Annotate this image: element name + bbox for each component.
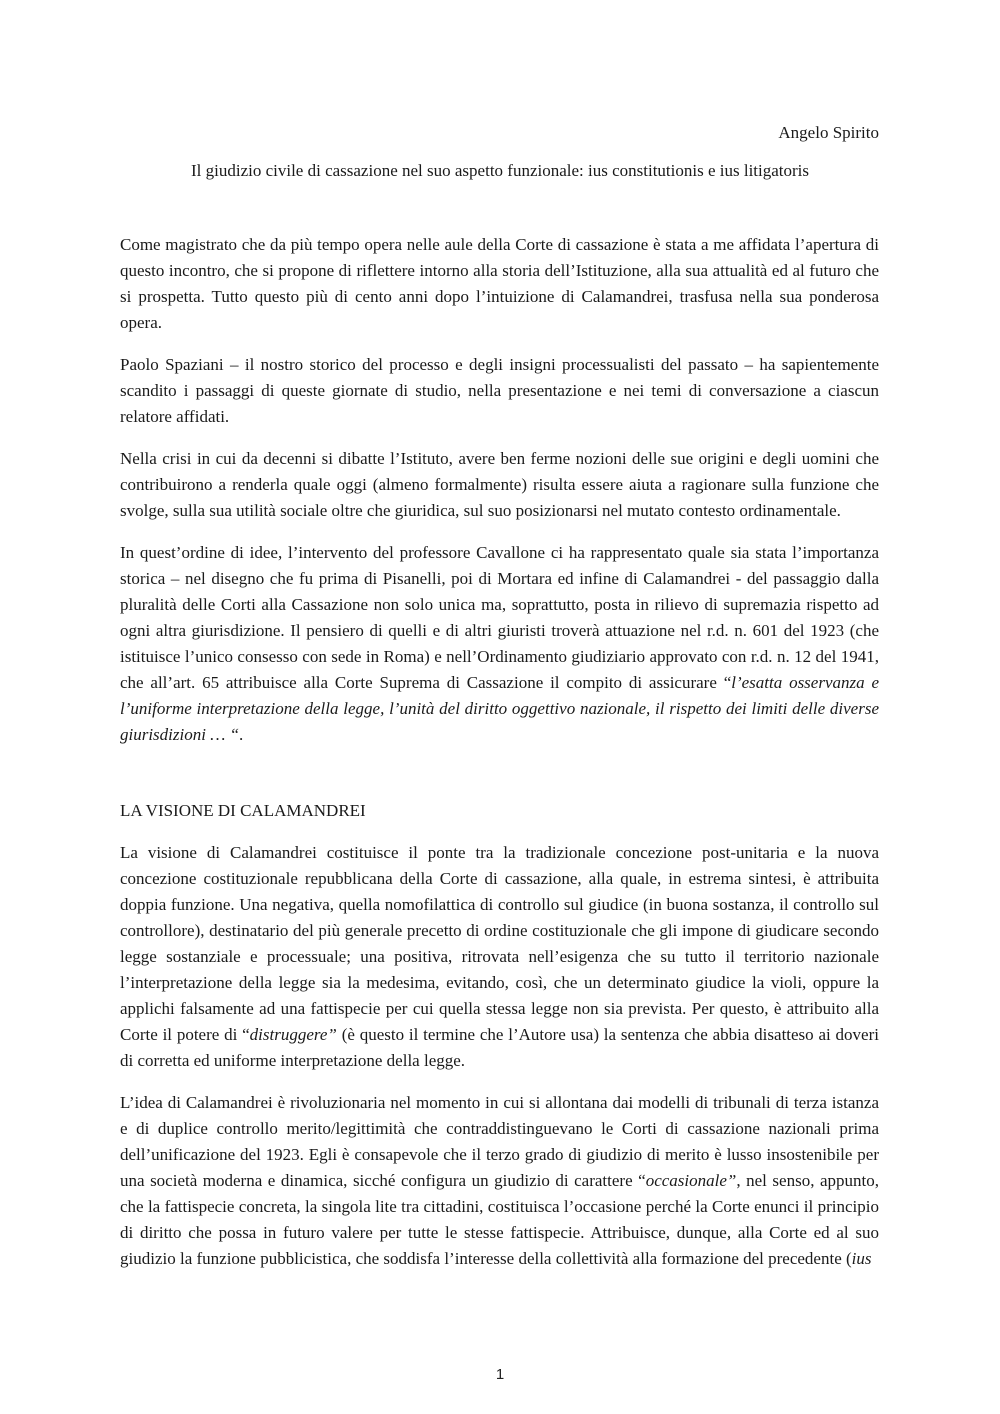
author-name: Angelo Spirito — [778, 123, 879, 142]
document-title: Il giudizio civile di cassazione nel suo aspetto funzionale: ius constitutionis e ius litigatoris — [190, 161, 810, 180]
paragraph-4 — [120, 540, 879, 748]
paragraph-6 — [120, 1090, 879, 1272]
section-heading: LA VISIONE DI CALAMANDREI — [120, 801, 366, 820]
paragraph-6-emphasis: occasionale” — [645, 1171, 737, 1190]
paragraph-2: Paolo Spaziani – il nostro storico del processo e degli insigni processualisti del passato – ha sapientemente scandito i passaggi di queste giornate di studio, nella presentazione e nei temi di conversazione a ciascun relatore affidati. — [120, 355, 879, 426]
paragraph-5-emphasis: distruggere” — [249, 1025, 337, 1044]
paragraph-3: Nella crisi in cui da decenni si dibatte l’Istituto, avere ben ferme nozioni delle sue origini e degli uomini che contribuirono a renderla quale oggi (almeno formalmente) risulta essere aiuta a ragionare sulla funzione che svolge, sulla sua utilità sociale oltre che giuridica, sul suo posizionarsi nel mutato contesto ordinamentale. — [120, 449, 879, 520]
paragraph-6-emphasis-end: ius — [851, 1249, 872, 1268]
paragraph-6-text-mid: , nel senso, appunto, che la fattispecie concreta, la singola lite tra cittadini, costituisca l’occasione perché la Corte enunci il principio di diritto che possa in futuro valere per tutte le stesse fattispecie. Attribuisce, dunque, alla Corte ed al suo giudizio la funzione pubblicistica, che soddisfa l’interesse della collettività alla formazione del precedente ( — [120, 1171, 879, 1268]
paragraph-4-text: In quest’ordine di idee, l’intervento del professore Cavallone ci ha rappresentato quale sia stata l’importanza storica – nel disegno che fu prima di Pisanelli, poi di Mortara ed infine di Calamandrei - del passaggio dalla pluralità delle Corti alla Cassazione non solo unica ma, soprattutto, posta in rilievo di supremazia rispetto ad ogni altra giurisdizione. Il pensiero di quelli e di altri giuristi troverà attuazione nel r.d. n. 601 del 1923 (che istituisce l’unico consesso con sede in Roma) e nell’Ordinamento giudiziario approvato con r.d. n. 12 del 1941, che all’art. 65 attribuisce alla Corte Suprema di Cassazione il compito di assicurare “ — [120, 543, 879, 692]
paragraph-4-end: . — [239, 725, 244, 744]
paragraph-6-text: L’idea di Calamandrei è rivoluzionaria nel momento in cui si allontana dai modelli di tribunali di terza istanza e di duplice controllo merito/legittimità che contraddistinguevano le Corti di cassazione nazionali prima dell’unificazione del 1923. Egli è consapevole che il terzo grado di giudizio di merito è lusso insostenibile per una società moderna e dinamica, sicché configura un giudizio di carattere “ — [120, 1093, 879, 1190]
paragraph-4-quote: l’esatta osservanza e l’uniforme interpretazione della legge, l’unità del diritto oggettivo nazionale, il rispetto dei limiti delle diverse giurisdizioni … “ — [120, 673, 879, 744]
paragraph-5-text-end: (è questo il termine che l’Autore usa) la sentenza che abbia disatteso ai doveri di corretta ed uniforme interpretazione della legge. — [120, 1025, 879, 1070]
paragraph-5 — [120, 840, 879, 1074]
page-number: 1 — [495, 1366, 505, 1383]
paragraph-5-text: La visione di Calamandrei costituisce il ponte tra la tradizionale concezione post-unitaria e la nuova concezione costituzionale repubblicana della Corte di cassazione, alla quale, in estrema sintesi, è attribuita doppia funzione. Una negativa, quella nomofilattica di controllo sul giudice (in buona sostanza, il controllo sul controllore), destinatario del più generale precetto di ordine costituzionale che gli impone di giudicare secondo legge sostanziale e processuale; una positiva, ritrovata nell’esigenza che su tutto il territorio nazionale l’interpretazione della legge sia la medesima, evitando, così, che un determinato giudice la violi, oppure la applichi falsamente ad una fattispecie per cui quella stessa legge non sia prevista. Per questo, è attribuito alla Corte il potere di “ — [120, 843, 879, 1044]
document-body — [120, 232, 879, 1272]
paragraph-1: Come magistrato che da più tempo opera nelle aule della Corte di cassazione è stata a me affidata l’apertura di questo incontro, che si propone di riflettere intorno alla storia dell’Istituzione, alla sua attualità ed al futuro che si prospetta. Tutto questo più di cento anni dopo l’intuizione di Calamandrei, trasfusa nella sua ponderosa opera. — [120, 235, 879, 332]
